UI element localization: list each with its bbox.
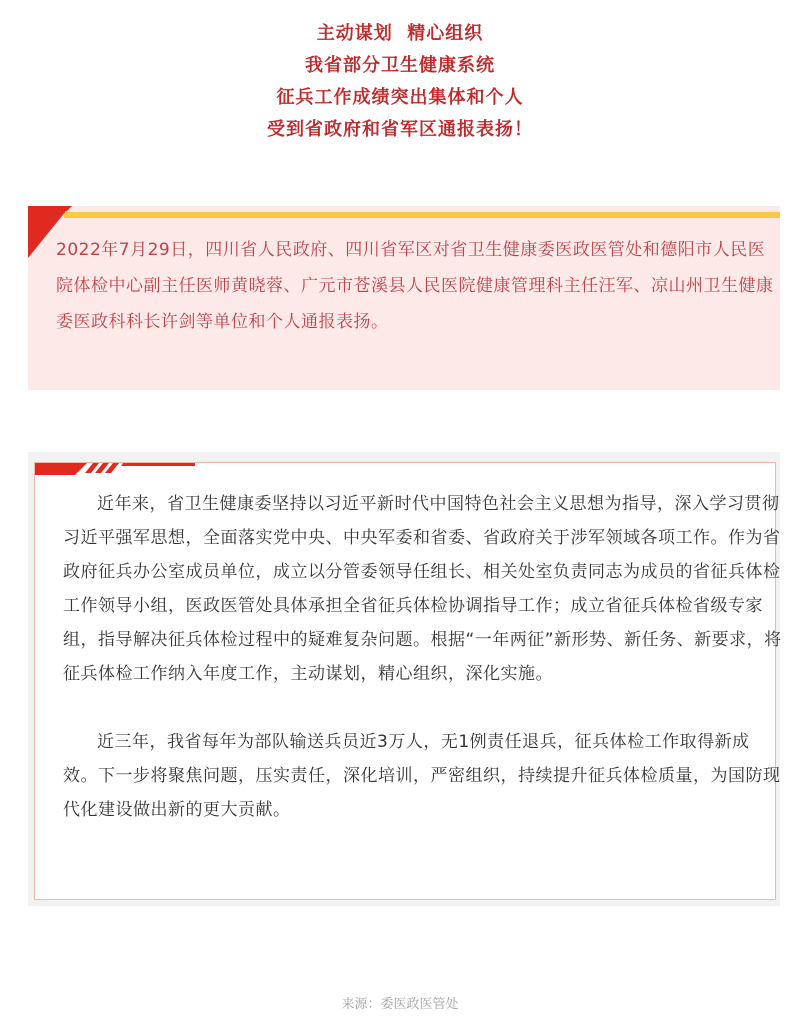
article-paragraph-2: 近三年，我省每年为部队输送兵员近3万人，无1例责任退兵，征兵体检工作取得新成效。下一步将聚焦问题，压实责任，深化培训，严密组织，持续提升征兵体检质量，为国防现代化建设做出新的更大贡献。 xyxy=(63,732,781,820)
headline-line-1: 主动谋划 精心组织 xyxy=(316,23,484,44)
article-inner-frame xyxy=(34,462,782,900)
headline-block xyxy=(0,18,800,146)
article-text xyxy=(63,487,783,827)
headline-line-2: 我省部分卫生健康系统 xyxy=(305,55,495,76)
notice-text: 2022年7月29日，四川省人民政府、四川省军区对省卫生健康委医政医管处和德阳市人民医院体检中心副主任医师黄晓蓉、广元市苍溪县人民医院健康管理科主任汪军、凉山州卫生健康委医政科科长许剑等单位和个人通报表扬。 xyxy=(56,240,774,332)
source-credit: 来源：委医政医管处 xyxy=(341,997,459,1012)
slash-stripe-decoration xyxy=(35,463,195,475)
article-box xyxy=(28,452,780,906)
article-paragraph-1: 近年来，省卫生健康委坚持以习近平新时代中国特色社会主义思想为指导，深入学习贯彻习近平强军思想，全面落实党中央、中央军委和省委、省政府关于涉军领域各项工作。作为省政府征兵办公室成员单位，成立以分管委领导任组长、相关处室负责同志为成员的省征兵体检工作领导小组，医政医管处具体承担全省征兵体检协调指导工作；成立省征兵体检省级专家组，指导解决征兵体检过程中的疑难复杂问题。根据“一年两征”新形势、新任务、新要求，将征兵体检工作纳入年度工作，主动谋划，精心组织，深化实施。 xyxy=(63,494,782,684)
notice-box xyxy=(28,206,780,390)
headline-line-3: 征兵工作成绩突出集体和个人 xyxy=(276,87,524,108)
red-tail-decoration xyxy=(66,206,72,212)
headline-line-4: 受到省政府和省军区通报表扬！ xyxy=(267,119,533,140)
gold-accent-bar xyxy=(64,212,780,218)
